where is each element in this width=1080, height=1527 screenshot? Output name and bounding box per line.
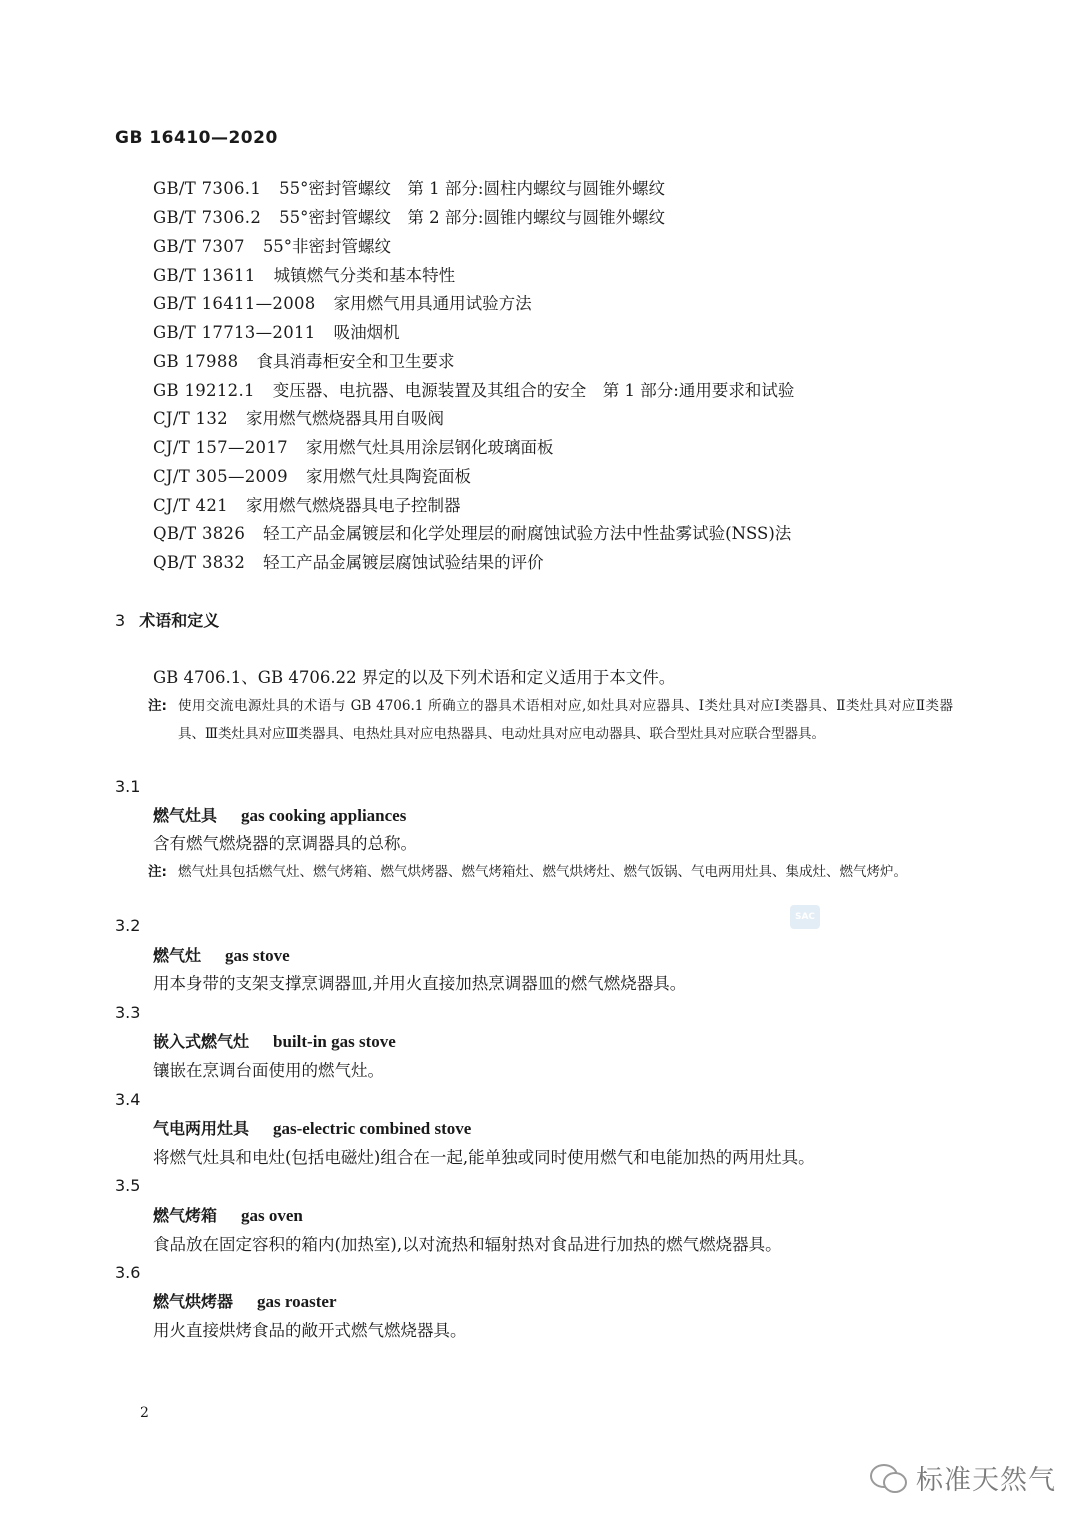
- reference-title: 55°密封管螺纹 第 1 部分:圆柱内螺纹与圆锥外螺纹: [279, 179, 665, 198]
- reference-item: [153, 492, 460, 520]
- note-label: 注:: [148, 864, 167, 880]
- term-english: gas oven: [241, 1206, 303, 1225]
- reference-title: 家用燃气燃烧器具用自吸阀: [245, 409, 444, 428]
- term-heading: [153, 1028, 396, 1056]
- term-number: 3.1: [115, 777, 141, 796]
- term-heading: [153, 802, 406, 830]
- section-intro: GB 4706.1、GB 4706.22 界定的以及下列术语和定义适用于本文件。: [153, 668, 676, 687]
- watermark-text: 标准天然气: [916, 1464, 1056, 1496]
- note-label: 注:: [148, 698, 167, 714]
- term-definition: 食品放在固定容积的箱内(加热室),以对流热和辐射热对食品进行加热的燃气燃烧器具。: [153, 1235, 782, 1254]
- term-chinese: 燃气烘烤器: [153, 1292, 234, 1311]
- reference-title: 城镇燃气分类和基本特性: [273, 266, 456, 285]
- reference-item: [153, 434, 553, 462]
- watermark: [870, 1455, 1056, 1499]
- term-definition: 用本身带的支架支撑烹调器皿,并用火直接加热烹调器皿的燃气燃烧器具。: [153, 974, 687, 993]
- reference-code: CJ/T 157—2017: [153, 438, 288, 457]
- note-text: 使用交流电源灶具的术语与 GB 4706.1 所确立的器具术语相对应,如灶具对应器具、Ⅰ类灶具对应Ⅰ类器具、Ⅱ类灶具对应Ⅱ类器具、Ⅲ类灶具对应Ⅲ类器具、电热灶具对应电热器具、电动灶具对应电动器具、联合型灶具对应联合型器具。: [178, 698, 953, 742]
- reference-code: CJ/T 132: [153, 409, 228, 428]
- reference-item: [153, 348, 454, 376]
- term-english: gas cooking appliances: [241, 806, 407, 825]
- reference-code: QB/T 3826: [153, 524, 246, 543]
- reference-code: GB/T 7307: [153, 237, 245, 256]
- reference-code: CJ/T 305—2009: [153, 467, 288, 486]
- reference-item: [153, 463, 471, 491]
- term-number: 3.2: [115, 916, 141, 935]
- term-number: 3.5: [115, 1176, 141, 1195]
- term-heading: [153, 942, 290, 970]
- reference-title: 55°非密封管螺纹: [262, 237, 392, 256]
- term-definition: 镶嵌在烹调台面使用的燃气灶。: [153, 1061, 384, 1080]
- term-english: gas stove: [225, 946, 290, 965]
- reference-code: GB/T 16411—2008: [153, 294, 316, 313]
- section-note: [148, 692, 953, 748]
- reference-code: GB/T 13611: [153, 266, 256, 285]
- reference-item: [153, 405, 444, 433]
- reference-item: [153, 290, 532, 318]
- sac-mark: SAC: [790, 905, 820, 929]
- reference-title: 家用燃气燃烧器具电子控制器: [245, 496, 461, 515]
- reference-title: 变压器、电抗器、电源装置及其组合的安全 第 1 部分:通用要求和试验: [272, 381, 795, 400]
- reference-title: 轻工产品金属镀层腐蚀试验结果的评价: [263, 553, 544, 572]
- term-definition: 用火直接烘烤食品的敞开式燃气燃烧器具。: [153, 1321, 467, 1340]
- term-number: 3.3: [115, 1003, 141, 1022]
- reference-item: [153, 175, 665, 203]
- term-english: gas roaster: [257, 1292, 337, 1311]
- reference-code: GB/T 7306.1: [153, 179, 262, 198]
- term-chinese: 燃气烤箱: [153, 1206, 218, 1225]
- note-text: 燃气灶具包括燃气灶、燃气烤箱、燃气烘烤器、燃气烤箱灶、燃气烘烤灶、燃气饭锅、气电两用灶具、集成灶、燃气烤炉。: [178, 864, 907, 880]
- reference-item: [153, 262, 455, 290]
- section-title: 术语和定义: [139, 611, 220, 630]
- term-chinese: 气电两用灶具: [153, 1119, 250, 1138]
- term-definition: 含有燃气燃烧器的烹调器具的总称。: [153, 834, 417, 853]
- term-chinese: 嵌入式燃气灶: [153, 1032, 250, 1051]
- reference-title: 家用燃气灶具用涂层钢化玻璃面板: [305, 438, 554, 457]
- reference-title: 轻工产品金属镀层和化学处理层的耐腐蚀试验方法中性盐雾试验(NSS)法: [263, 524, 792, 543]
- term-number: 3.4: [115, 1090, 141, 1109]
- term-chinese: 燃气灶: [153, 946, 202, 965]
- reference-code: GB 17988: [153, 352, 239, 371]
- reference-item: [153, 520, 791, 548]
- term-english: built-in gas stove: [273, 1032, 396, 1051]
- term-definition: 将燃气灶具和电灶(包括电磁灶)组合在一起,能单独或同时使用燃气和电能加热的两用灶具。: [153, 1148, 815, 1167]
- reference-code: GB/T 7306.2: [153, 208, 262, 227]
- reference-code: GB 19212.1: [153, 381, 255, 400]
- wechat-icon: [870, 1460, 910, 1494]
- reference-code: GB/T 17713—2011: [153, 323, 316, 342]
- term-english: gas-electric combined stove: [273, 1119, 472, 1138]
- reference-item: [153, 377, 794, 405]
- term-heading: [153, 1288, 337, 1316]
- reference-title: 家用燃气灶具陶瓷面板: [305, 467, 471, 486]
- standard-code-header: GB 16410—2020: [115, 128, 278, 148]
- page-number: 2: [140, 1405, 149, 1421]
- reference-code: CJ/T 421: [153, 496, 228, 515]
- reference-title: 55°密封管螺纹 第 2 部分:圆锥内螺纹与圆锥外螺纹: [279, 208, 665, 227]
- reference-item: [153, 204, 665, 232]
- term-number: 3.6: [115, 1263, 141, 1282]
- reference-code: QB/T 3832: [153, 553, 246, 572]
- reference-title: 吸油烟机: [333, 323, 400, 342]
- term-chinese: 燃气灶具: [153, 806, 218, 825]
- reference-item: [153, 233, 391, 261]
- term-heading: [153, 1115, 471, 1143]
- reference-item: [153, 319, 400, 347]
- reference-title: 家用燃气用具通用试验方法: [333, 294, 532, 313]
- term-heading: [153, 1202, 303, 1230]
- section-heading: [115, 607, 219, 635]
- term-note: [148, 858, 953, 886]
- reference-item: [153, 549, 544, 577]
- reference-title: 食具消毒柜安全和卫生要求: [256, 352, 455, 371]
- section-number: 3: [115, 611, 126, 630]
